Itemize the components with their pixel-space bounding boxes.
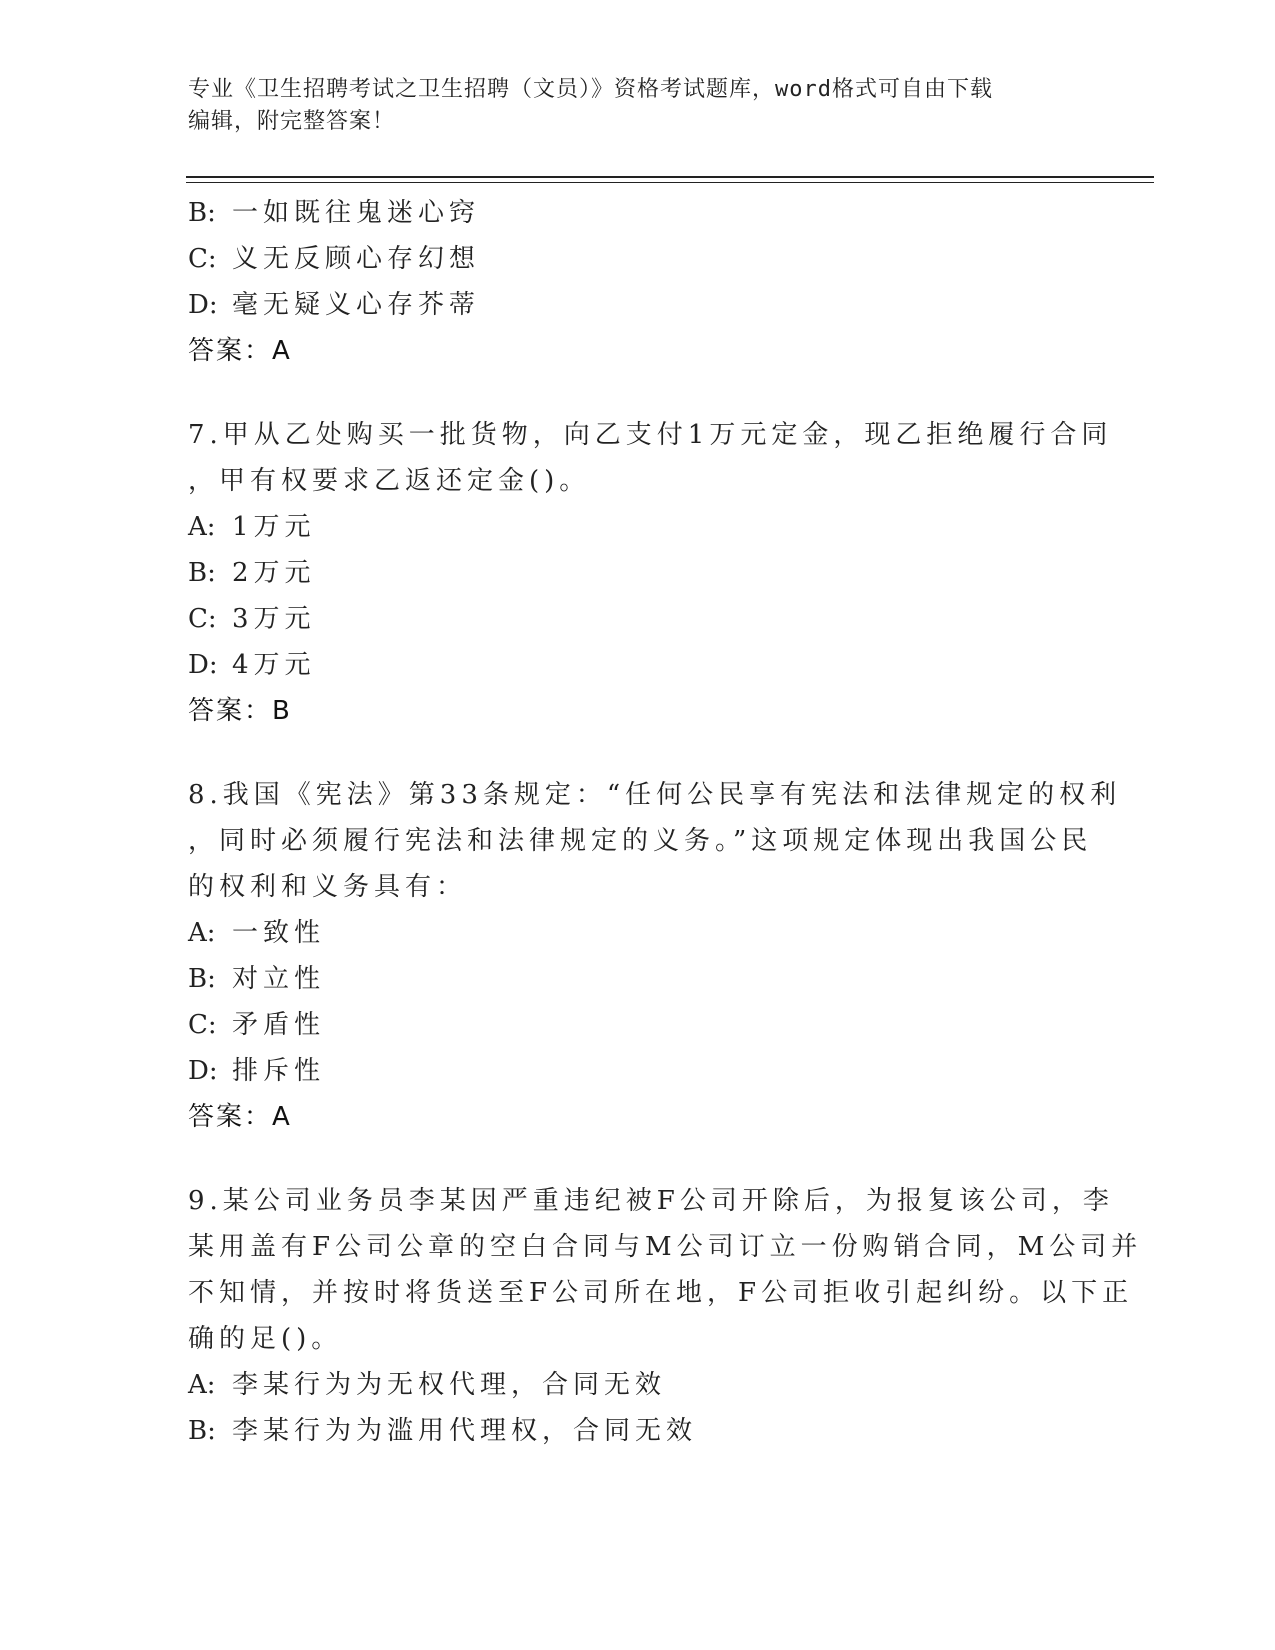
option-text: 2万元 [232, 558, 316, 588]
option-letter: B: [188, 1416, 216, 1446]
option-letter: B: [188, 964, 216, 994]
spacer [188, 374, 1088, 412]
answer-line: 答案：B [188, 696, 292, 726]
header-line-1: 专业《卫生招聘考试之卫生招聘（文员）》资格考试题库，word格式可自由下载 [188, 77, 993, 102]
answer-line: 答案：A [188, 336, 292, 366]
option-text: 一致性 [232, 918, 326, 948]
option-letter: C: [188, 604, 217, 634]
option-letter: B: [188, 558, 216, 588]
option-text: 3万元 [232, 604, 316, 634]
option-text: 排斥性 [232, 1056, 326, 1086]
question-stem-line: 8.我国《宪法》第33条规定：“任何公民享有宪法和法律规定的权利 [188, 780, 1122, 810]
option-text: 一如既往鬼迷心窍 [232, 198, 481, 228]
header-rule-thin [186, 182, 1154, 183]
option-b [188, 1408, 1088, 1454]
option-b [188, 550, 1088, 596]
option-c [188, 1002, 1088, 1048]
option-letter: D: [188, 1056, 218, 1086]
option-text: 矛盾性 [232, 1010, 326, 1040]
question-stem-line: 不知情，并按时将货送至F公司所在地，F公司拒收引起纠纷。以下正 [188, 1278, 1134, 1308]
page-header [188, 74, 1088, 138]
question-7 [188, 412, 1113, 734]
option-letter: A: [188, 512, 216, 542]
question-stem-line: 的权利和义务具有： [188, 872, 468, 902]
header-line-2: 编辑，附完整答案！ [188, 109, 396, 134]
option-a [188, 504, 1088, 550]
question-stem-line: 某用盖有F公司公章的空白合同与M公司订立一份购销合同，M公司并 [188, 1232, 1143, 1262]
option-a [188, 1362, 1088, 1408]
option-letter: D: [188, 650, 218, 680]
option-d [188, 282, 1088, 328]
option-c [188, 236, 1088, 282]
option-letter: B: [188, 198, 216, 228]
option-letter: C: [188, 244, 217, 274]
option-b [188, 956, 1088, 1002]
question-stem-line: ，同时必须履行宪法和法律规定的义务。”这项规定体现出我国公民 [188, 826, 1093, 856]
spacer [188, 734, 1088, 772]
option-b [188, 190, 1088, 236]
option-text: 4万元 [232, 650, 316, 680]
option-text: 李某行为为无权代理，合同无效 [232, 1370, 667, 1400]
option-text: 义无反顾心存幻想 [232, 244, 481, 274]
option-text: 对立性 [232, 964, 326, 994]
option-d [188, 1048, 1088, 1094]
spacer [188, 1140, 1088, 1178]
question-stem-line: 7.甲从乙处购买一批货物，向乙支付1万元定金，现乙拒绝履行合同 [188, 420, 1113, 450]
option-letter: D: [188, 290, 218, 320]
option-d [188, 642, 1088, 688]
question-stem-line: 9.某公司业务员李某因严重违纪被F公司开除后，为报复该公司，李 [188, 1186, 1114, 1216]
question-9 [188, 1178, 1143, 1454]
option-text: 1万元 [232, 512, 316, 542]
option-letter: C: [188, 1010, 217, 1040]
option-letter: A: [188, 1370, 216, 1400]
option-a [188, 910, 1088, 956]
header-rule-thick [186, 176, 1154, 178]
question-8 [188, 772, 1122, 1140]
answer-line: 答案：A [188, 1102, 292, 1132]
question-content [188, 190, 1143, 1454]
option-text: 毫无疑义心存芥蒂 [232, 290, 481, 320]
option-c [188, 596, 1088, 642]
option-text: 李某行为为滥用代理权，合同无效 [232, 1416, 698, 1446]
option-letter: A: [188, 918, 216, 948]
question-stem-line: 确的足()。 [188, 1324, 343, 1354]
question-stem-line: ，甲有权要求乙返还定金()。 [188, 466, 591, 496]
question-6-tail [188, 190, 1088, 374]
